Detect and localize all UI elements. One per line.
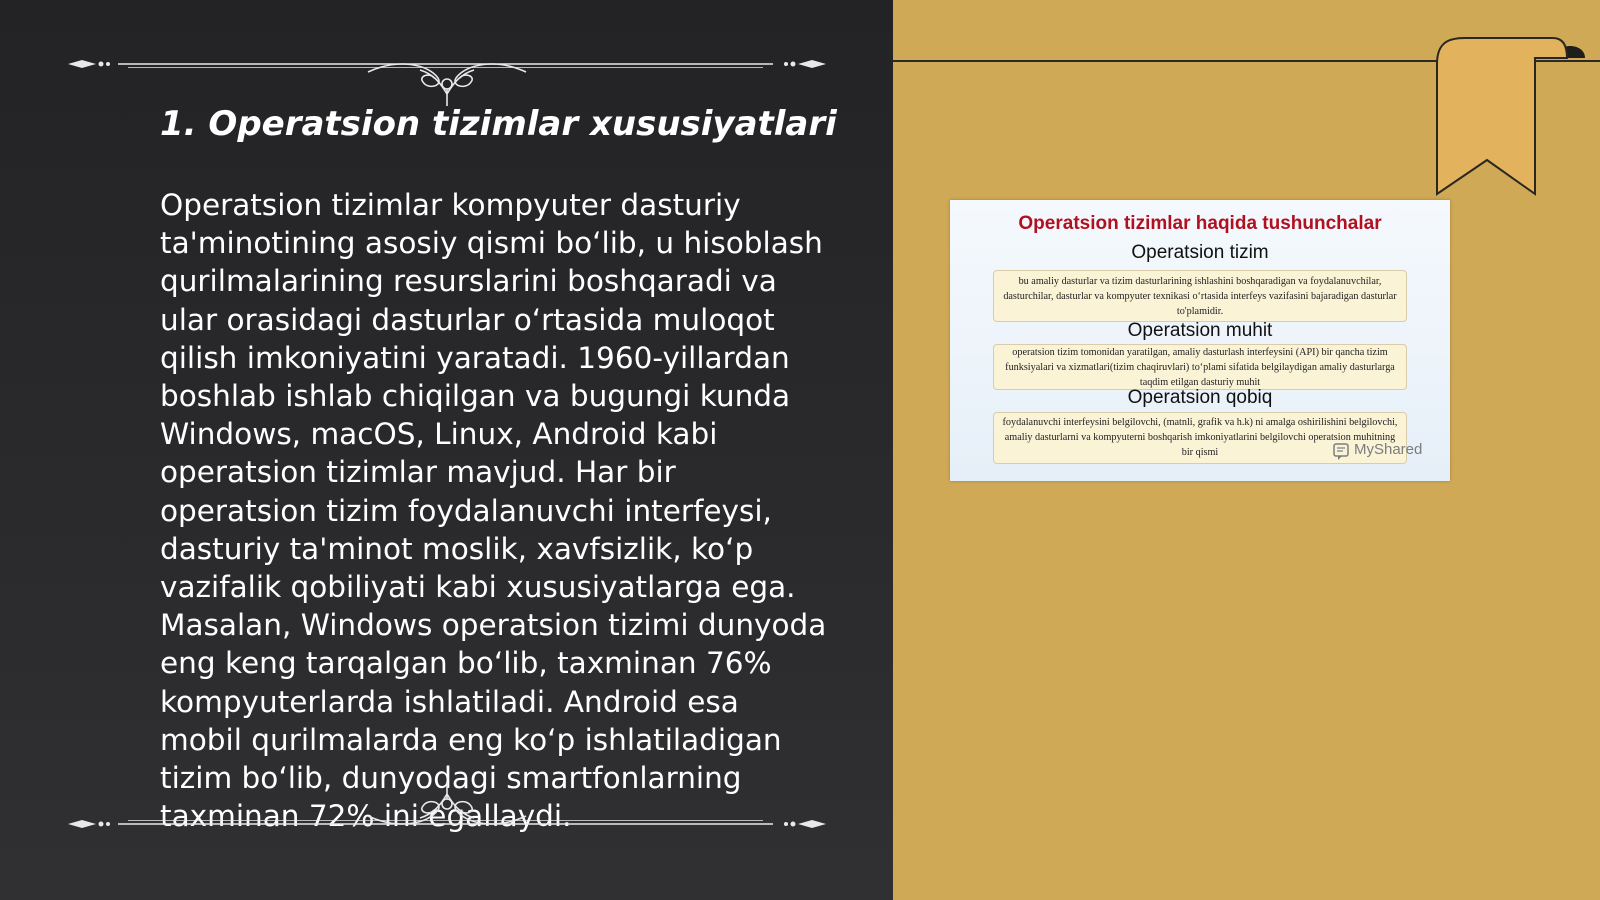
section-label-environment: Operatsion muhit [1127,320,1273,341]
myshared-logo-icon [1332,441,1352,461]
watermark [1332,440,1450,462]
flourish-divider-icon [68,772,826,832]
flourish-divider-icon [68,48,826,108]
slide-body-text: Operatsion tizimlar kompyuter dasturiy ta'minotining asosiy qismi bo‘lib, u hisoblash qurilmalarining resurslarini boshqaradi va ular orasidagi dasturlar o‘rtasida muloqot qilish imkoniyatini yaratadi. 1960-yillardan boshlab ishlab chiqilgan va bugungi kunda Windows, macOS, Linux, Android kabi operatsion tizimlar mavjud. Har bir operatsion tizim foydalanuvchi interfeysi, dasturiy ta'minot moslik, xavfsizlik, ko‘p vazifalik qobiliyati kabi xususiyatlarga ega. Masalan, Windows operatsion tizimi dunyoda eng keng tarqalgan bo‘lib, taxminan 76% kompyuterlarda ishlatiladi. Android esa mobil qurilmalarda eng ko‘p ishlatiladigan tizim bo‘lib, dunyodagi smartfonlarning taxminan 72% ini egallaydi. [160,188,827,834]
card-title: Operatsion tizimlar haqida tushunchalar [1018,213,1382,234]
section-label-shell: Operatsion qobiq [1127,387,1273,408]
concept-image-card [950,200,1450,481]
section-label-os: Operatsion tizim [1131,242,1269,263]
definition-box-environment: operatsion tizim tomonidan yaratilgan, amaliy dasturlash interfeysini (API) bir qancha tizim funksiyalari va xizmatlari(tizim chaqiruvlari) to‘plami sifatida belgilaydigan amaliy dasturlarga taqdim etilgan dasturiy muhit [993,344,1407,390]
definition-box-shell: foydalanuvchi interfeysini belgilovchi, (matnli, grafik va h.k) ni amalga oshirilishini belgilovchi, amaliy dasturlarni va kompyuterni boshqarish imkoniyatlarini belgilovchi operatsion muhitning bir qismi [993,412,1407,464]
ribbon-bookmark-icon [1435,34,1585,200]
slide-title: 1. Operatsion tizimlar xususiyatlari [160,104,837,144]
definition-box-os: bu amaliy dasturlar va tizim dasturlarining ishlashini boshqaradigan va foydalanuvchilar, dasturchilar, dasturlar va kompyuter texnikasi o‘rtasida interfeys vazifasini bajaradigan dasturlar to'plamidir. [993,270,1407,322]
watermark-text: MyShared [1354,441,1423,458]
